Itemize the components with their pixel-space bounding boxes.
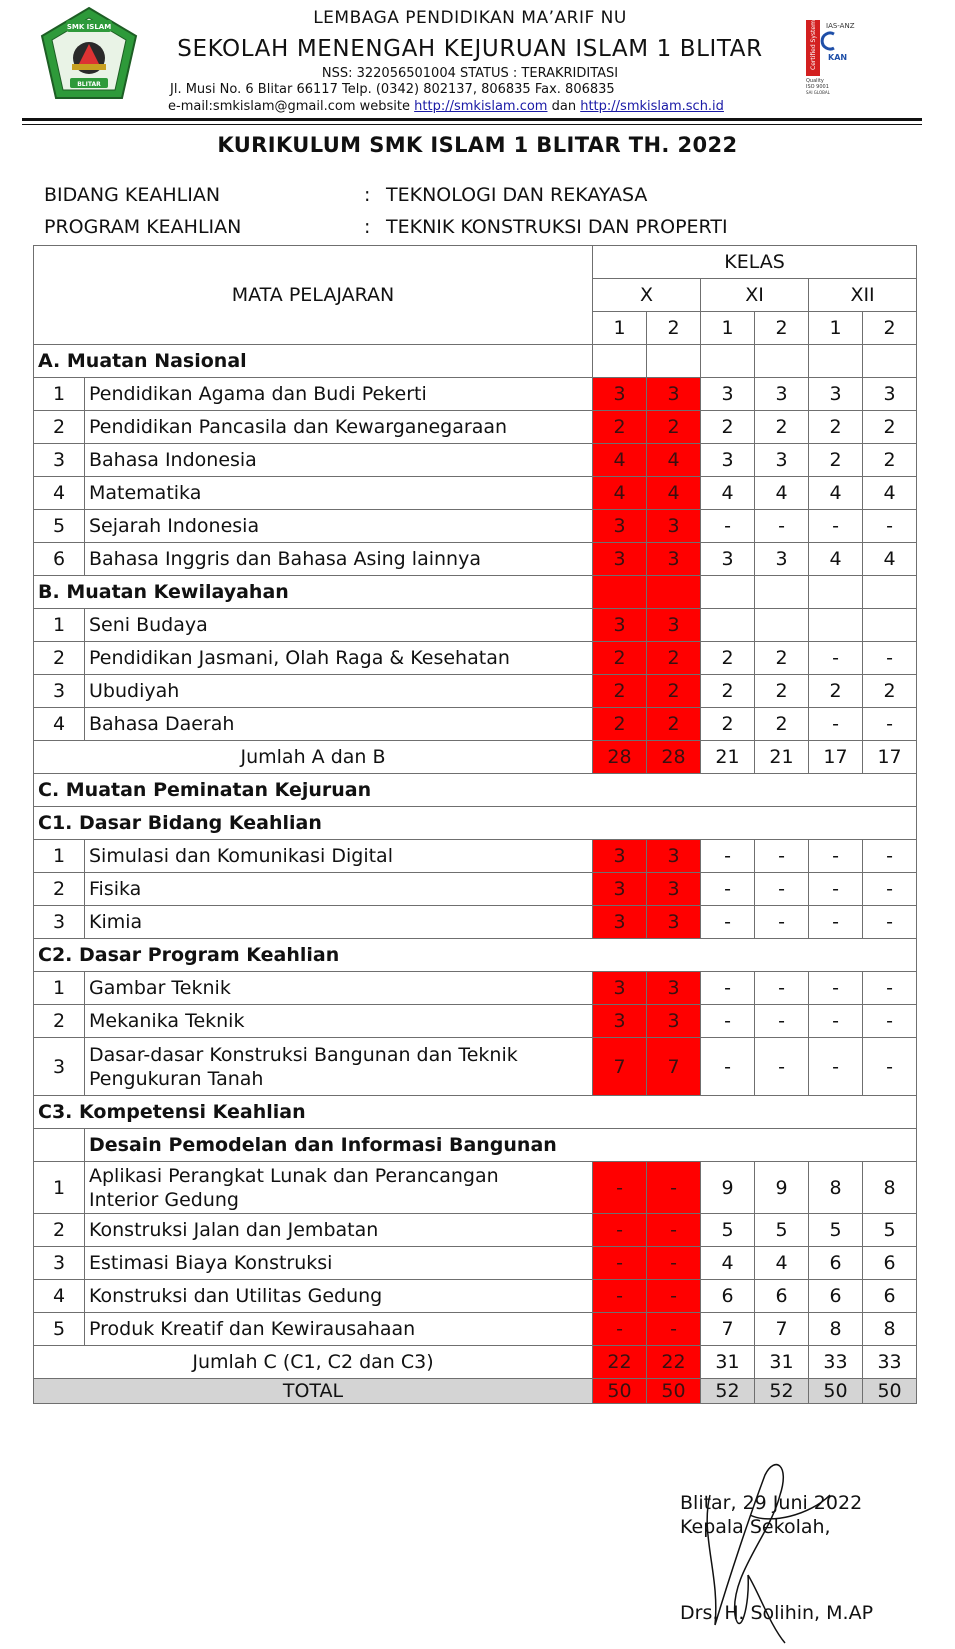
value-cell: 6 [809,1247,863,1280]
cert-bottom-text: SAI GLOBAL [806,90,830,95]
field-bidang-keahlian [44,184,647,206]
subject-name: Konstruksi dan Utilitas Gedung [85,1280,593,1313]
section-label: C1. Dasar Bidang Keahlian [34,807,917,840]
value-cell: 2 [647,411,701,444]
subject-name: Mekanika Teknik [85,1005,593,1038]
sum-ab-row [34,741,917,774]
value-cell [701,609,755,642]
subject-name: Fisika [85,873,593,906]
row-number: 2 [34,1214,85,1247]
value-cell: - [863,642,917,675]
value-cell: 3 [647,543,701,576]
value-cell: 3 [593,609,647,642]
header-rule-thin [22,124,922,125]
table-row [34,543,917,576]
grade-header: XI [701,279,809,312]
semester-header: 1 [701,312,755,345]
table-row [34,1005,917,1038]
value-cell: 17 [809,741,863,774]
value-cell: 8 [809,1313,863,1346]
value-cell: 3 [593,510,647,543]
value-cell: 2 [593,642,647,675]
value-cell: - [863,906,917,939]
table-row [34,609,917,642]
nss-status: NSS: 322056501004 STATUS : TERAKRIDITASI [321,66,619,81]
value-cell: 6 [809,1280,863,1313]
field-program-keahlian [44,216,728,238]
value-cell: - [647,1214,701,1247]
value-cell: 3 [593,972,647,1005]
subject-name: Bahasa Indonesia [85,444,593,477]
value-cell: 21 [755,741,809,774]
subject-name: Pendidikan Jasmani, Olah Raga & Kesehatan [85,642,593,675]
value-cell: 4 [863,477,917,510]
table-row [34,873,917,906]
value-cell: - [809,840,863,873]
semester-header: 1 [809,312,863,345]
document-title: KURIKULUM SMK ISLAM 1 BLITAR TH. 2022 [217,133,738,157]
signature-name: Drs. H. Solihin, M.AP [680,1602,874,1624]
value-cell: 17 [863,741,917,774]
value-cell: 2 [755,642,809,675]
value-cell: 5 [755,1214,809,1247]
subsection-label: Desain Pemodelan dan Informasi Bangunan [85,1129,917,1162]
table-row [34,444,917,477]
subject-name: Pendidikan Pancasila dan Kewarganegaraan [85,411,593,444]
value-cell: 4 [863,543,917,576]
value-cell: - [863,873,917,906]
value-cell: 28 [647,741,701,774]
sum-label: Jumlah A dan B [34,741,593,774]
value-cell: - [701,906,755,939]
value-cell: 8 [863,1313,917,1346]
empty-cell [701,345,755,378]
logo-text-bottom: BLITAR [77,81,101,88]
value-cell: - [701,840,755,873]
empty-cell [701,576,755,609]
value-cell: - [647,1162,701,1214]
value-cell: 5 [809,1214,863,1247]
value-cell: 2 [809,444,863,477]
website-join: dan [547,99,581,114]
value-cell: 21 [701,741,755,774]
value-cell: 6 [863,1247,917,1280]
row-number: 1 [34,972,85,1005]
empty-cell [863,345,917,378]
table-row [34,477,917,510]
row-number: 3 [34,906,85,939]
empty-cell [809,576,863,609]
value-cell: - [593,1313,647,1346]
school-address: Jl. Musi No. 6 Blitar 66117 Telp. (0342) 802137, 806835 Fax. 806835 [170,82,615,97]
value-cell: 2 [755,411,809,444]
certification-badge [804,18,876,96]
value-cell: 2 [593,675,647,708]
cert-side-text: Certified System [810,20,817,70]
row-number: 5 [34,1313,85,1346]
subject-name: Aplikasi Perangkat Lunak dan Perancangan Interior Gedung [85,1162,593,1214]
subject-name: Kimia [85,906,593,939]
section-c3-sub-row [34,1129,917,1162]
cert-mid-text: KAN [828,53,848,62]
value-cell: 7 [593,1038,647,1096]
row-number: 6 [34,543,85,576]
value-cell: 3 [647,609,701,642]
value-cell: 2 [647,675,701,708]
field-colon: : [364,216,371,238]
section-c3-row [34,1096,917,1129]
section-label: C3. Kompetensi Keahlian [34,1096,917,1129]
row-number: 2 [34,873,85,906]
table-row [34,840,917,873]
cert-top-text: IAS-ANZ [826,22,855,30]
value-cell: 3 [593,906,647,939]
value-cell: 4 [755,1247,809,1280]
value-cell: - [701,873,755,906]
section-b-row [34,576,917,609]
value-cell: 50 [647,1379,701,1404]
row-number: 1 [34,1162,85,1214]
subject-name: Sejarah Indonesia [85,510,593,543]
sum-label: Jumlah C (C1, C2 dan C3) [34,1346,593,1379]
value-cell: 2 [701,708,755,741]
value-cell: - [647,1280,701,1313]
value-cell: - [755,840,809,873]
value-cell: - [701,510,755,543]
value-cell: 2 [755,708,809,741]
value-cell: 50 [863,1379,917,1404]
value-cell: - [863,972,917,1005]
row-number: 2 [34,1005,85,1038]
value-cell: - [809,510,863,543]
table-row [34,708,917,741]
table-row [34,972,917,1005]
value-cell: 4 [701,1247,755,1280]
table-row [34,1162,917,1214]
value-cell: 2 [647,708,701,741]
value-cell [863,609,917,642]
row-number: 4 [34,477,85,510]
value-cell: 3 [593,840,647,873]
value-cell: 52 [755,1379,809,1404]
value-cell: 50 [809,1379,863,1404]
value-cell: 3 [593,873,647,906]
value-cell: 3 [809,378,863,411]
value-cell: 4 [647,444,701,477]
website-link-1[interactable]: http://smkislam.com [414,99,548,114]
value-cell: 2 [863,675,917,708]
value-cell: 8 [809,1162,863,1214]
value-cell: 2 [701,642,755,675]
empty-cell [755,345,809,378]
value-cell: 4 [593,477,647,510]
field-value: TEKNIK KONSTRUKSI DAN PROPERTI [386,216,728,238]
curriculum-table-body [34,246,917,1404]
table-row [34,378,917,411]
empty-cell [863,576,917,609]
subject-name: Gambar Teknik [85,972,593,1005]
value-cell: 3 [755,378,809,411]
row-number: 1 [34,609,85,642]
logo-text-top: SMK ISLAM [66,23,112,31]
empty-cell [593,576,647,609]
value-cell: 2 [809,675,863,708]
school-name: SEKOLAH MENENGAH KEJURUAN ISLAM 1 BLITAR [177,36,763,62]
value-cell: 28 [593,741,647,774]
field-value: TEKNOLOGI DAN REKAYASA [386,184,648,206]
value-cell: - [755,1038,809,1096]
section-label: C. Muatan Peminatan Kejuruan [34,774,917,807]
blank-cell [34,1129,85,1162]
field-label: PROGRAM KEAHLIAN [44,216,242,238]
value-cell: 3 [593,543,647,576]
value-cell: 4 [809,477,863,510]
semester-header: 2 [863,312,917,345]
subject-column-header: MATA PELAJARAN [34,246,593,345]
value-cell: 3 [647,873,701,906]
subject-name: Bahasa Daerah [85,708,593,741]
value-cell: - [755,1005,809,1038]
empty-cell [647,345,701,378]
table-row [34,1313,917,1346]
value-cell: 3 [593,378,647,411]
value-cell: 2 [701,411,755,444]
value-cell: - [701,972,755,1005]
value-cell: 3 [647,840,701,873]
value-cell: - [809,708,863,741]
value-cell: 3 [701,444,755,477]
value-cell: 4 [755,477,809,510]
value-cell: - [809,642,863,675]
value-cell: 33 [863,1346,917,1379]
value-cell: - [647,1313,701,1346]
total-row [34,1379,917,1404]
subject-name: Seni Budaya [85,609,593,642]
signature-role: Kepala Sekolah, [680,1516,831,1538]
subject-name: Bahasa Inggris dan Bahasa Asing lainnya [85,543,593,576]
value-cell: - [863,510,917,543]
row-number: 2 [34,411,85,444]
value-cell: - [809,873,863,906]
value-cell: - [755,906,809,939]
value-cell: 2 [863,444,917,477]
subject-name: Simulasi dan Komunikasi Digital [85,840,593,873]
value-cell: 7 [647,1038,701,1096]
value-cell: 3 [647,510,701,543]
value-cell: 52 [701,1379,755,1404]
value-cell: - [809,1005,863,1038]
row-number: 3 [34,444,85,477]
value-cell: 2 [809,411,863,444]
subject-name: Produk Kreatif dan Kewirausahaan [85,1313,593,1346]
value-cell: - [593,1162,647,1214]
handwritten-signature [690,1455,840,1645]
value-cell: 9 [701,1162,755,1214]
value-cell: 3 [647,972,701,1005]
value-cell: 33 [809,1346,863,1379]
value-cell: 3 [701,543,755,576]
value-cell: 3 [755,543,809,576]
semester-header: 1 [593,312,647,345]
row-number: 2 [34,642,85,675]
section-c-row [34,774,917,807]
table-row [34,1214,917,1247]
value-cell: 9 [755,1162,809,1214]
section-label: C2. Dasar Program Keahlian [34,939,917,972]
table-row [34,510,917,543]
subject-name: Dasar-dasar Konstruksi Bangunan dan Teknik Pengukuran Tanah [85,1038,593,1096]
empty-cell [755,576,809,609]
value-cell: 4 [647,477,701,510]
row-number: 3 [34,1038,85,1096]
sum-label: TOTAL [34,1379,593,1404]
value-cell: 4 [701,477,755,510]
value-cell: 2 [701,675,755,708]
value-cell: - [863,1038,917,1096]
value-cell: 2 [593,411,647,444]
value-cell: 5 [863,1214,917,1247]
semester-header: 2 [755,312,809,345]
row-number: 1 [34,378,85,411]
header-rule-thick [22,118,922,121]
subject-name: Estimasi Biaya Konstruksi [85,1247,593,1280]
value-cell: 2 [593,708,647,741]
sum-c-row [34,1346,917,1379]
value-cell: 7 [755,1313,809,1346]
table-row [34,906,917,939]
value-cell: - [809,972,863,1005]
table-row [34,1247,917,1280]
row-number: 4 [34,708,85,741]
section-label: B. Muatan Kewilayahan [34,576,593,609]
row-number: 3 [34,675,85,708]
value-cell: - [593,1280,647,1313]
cert-quality-text: Quality [806,78,824,84]
value-cell: 22 [647,1346,701,1379]
value-cell: - [593,1214,647,1247]
value-cell: 6 [701,1280,755,1313]
value-cell: 2 [863,411,917,444]
value-cell: 4 [593,444,647,477]
value-cell: 3 [755,444,809,477]
row-number: 5 [34,510,85,543]
value-cell: 3 [863,378,917,411]
section-a-row [34,345,917,378]
empty-cell [647,576,701,609]
field-label: BIDANG KEAHLIAN [44,184,221,206]
value-cell: - [593,1247,647,1280]
value-cell: - [809,1038,863,1096]
website-link-2[interactable]: http://smkislam.sch.id [580,99,724,114]
value-cell: 3 [701,378,755,411]
value-cell: 31 [701,1346,755,1379]
section-c1-row [34,807,917,840]
value-cell: - [863,1005,917,1038]
value-cell: - [755,972,809,1005]
value-cell: - [701,1005,755,1038]
value-cell: 2 [755,675,809,708]
value-cell: 3 [647,1005,701,1038]
section-label: A. Muatan Nasional [34,345,593,378]
table-row [34,1280,917,1313]
signature-place-date: Blitar, 29 Juni 2022 [680,1492,863,1514]
value-cell: 3 [647,906,701,939]
subject-name: Konstruksi Jalan dan Jembatan [85,1214,593,1247]
value-cell: 22 [593,1346,647,1379]
table-row [34,1038,917,1096]
kelas-header: KELAS [593,246,917,279]
value-cell: 4 [809,543,863,576]
value-cell: 2 [647,642,701,675]
value-cell: - [863,840,917,873]
subject-name: Ubudiyah [85,675,593,708]
value-cell: - [755,510,809,543]
value-cell: 31 [755,1346,809,1379]
empty-cell [809,345,863,378]
curriculum-table [33,245,917,1404]
value-cell: 8 [863,1162,917,1214]
row-number: 3 [34,1247,85,1280]
value-cell: 6 [863,1280,917,1313]
email-text: e-mail:smkislam@gmail.com website [168,99,415,114]
value-cell: - [755,873,809,906]
subject-name: Pendidikan Agama dan Budi Pekerti [85,378,593,411]
value-cell: - [647,1247,701,1280]
section-c2-row [34,939,917,972]
value-cell: 50 [593,1379,647,1404]
table-row [34,411,917,444]
row-number: 1 [34,840,85,873]
empty-cell [593,345,647,378]
table-row [34,675,917,708]
value-cell: 7 [701,1313,755,1346]
value-cell: - [863,708,917,741]
foundation-name: LEMBAGA PENDIDIKAN MA’ARIF NU [313,8,627,28]
value-cell: - [701,1038,755,1096]
value-cell: 3 [647,378,701,411]
table-row [34,642,917,675]
field-colon: : [364,184,371,206]
school-logo [38,6,140,102]
subject-name: Matematika [85,477,593,510]
grade-header: XII [809,279,917,312]
semester-header: 2 [647,312,701,345]
grade-header: X [593,279,701,312]
value-cell: 5 [701,1214,755,1247]
value-cell [755,609,809,642]
contact-line [168,99,724,114]
value-cell: - [809,906,863,939]
header-row-kelas [34,246,917,279]
cert-iso-text: ISO 9001 [806,84,829,90]
value-cell [809,609,863,642]
value-cell: 6 [755,1280,809,1313]
value-cell: 3 [593,1005,647,1038]
row-number: 4 [34,1280,85,1313]
